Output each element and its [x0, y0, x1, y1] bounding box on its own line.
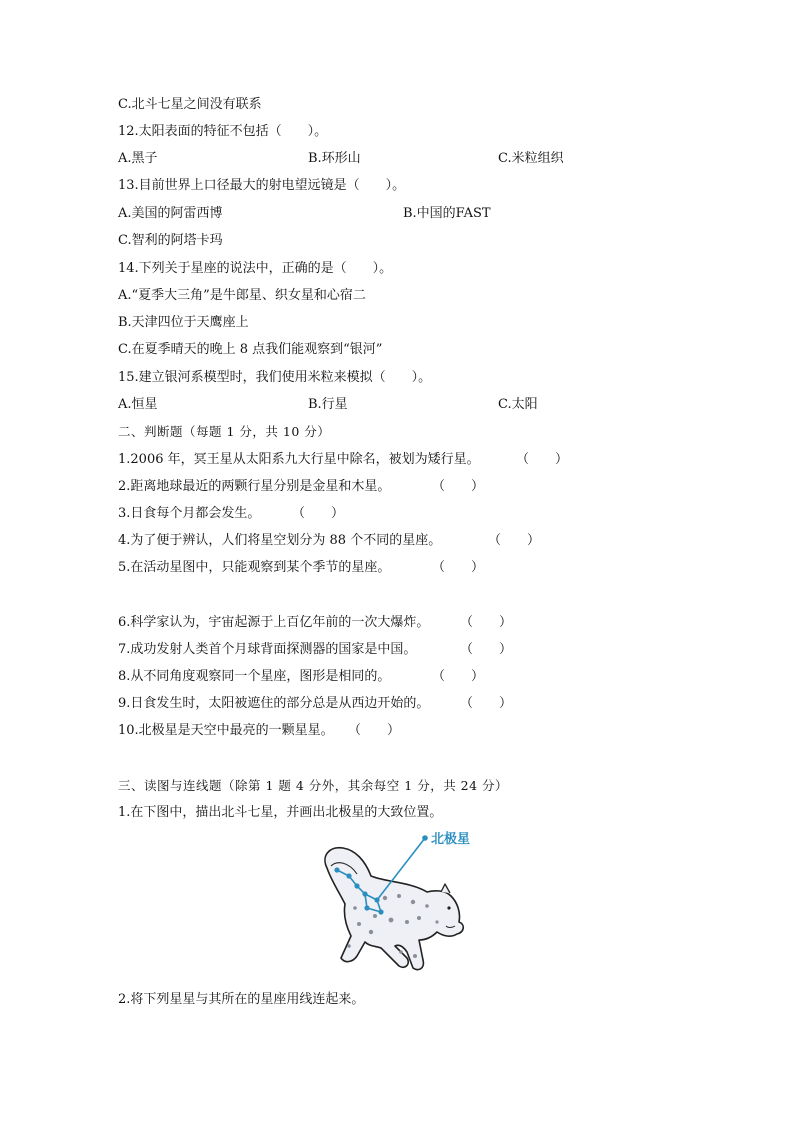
tf-item-7: 7.成功发射人类首个月球背面探测器的国家是中国。 [118, 642, 417, 657]
polaris-label: 北极星 [431, 832, 471, 847]
q14-option-a: A.“夏季大三角”是牛郎星、织女星和心宿二 [118, 288, 366, 303]
tf-blank-4[interactable]: （ ） [488, 533, 541, 548]
q15-option-a: A.恒星 [118, 397, 158, 412]
q15-option-b: B.行星 [308, 397, 348, 412]
q14-option-c: C.在夏季晴天的晚上 8 点我们能观察到“银河” [118, 342, 383, 357]
tf-item-5: 5.在活动星图中，只能观察到某个季节的星座。 [118, 560, 391, 575]
ursa-major-figure[interactable] [315, 826, 475, 981]
section3-heading: 三、读图与连线题（除第 1 题 4 分外，其余每空 1 分，共 24 分） [118, 778, 509, 793]
tf-blank-2[interactable]: （ ） [432, 479, 485, 494]
tf-blank-5[interactable]: （ ） [432, 560, 485, 575]
q12-option-b: B.环形山 [308, 151, 361, 166]
q14-option-b: B.天津四位于天鹰座上 [118, 315, 249, 330]
tf-blank-10[interactable]: （ ） [348, 723, 401, 738]
tf-blank-9[interactable]: （ ） [460, 696, 513, 711]
tf-blank-8[interactable]: （ ） [432, 669, 485, 684]
q12-stem: 12.太阳表面的特征不包括（ ）。 [118, 124, 328, 139]
q14-stem: 14.下列关于星座的说法中，正确的是（ ）。 [118, 261, 393, 276]
q12-option-c: C.米粒组织 [498, 151, 564, 166]
tf-item-9: 9.日食发生时，太阳被遮住的部分总是从西边开始的。 [118, 696, 430, 711]
s3-q1-text: 1.在下图中，描出北斗七星，并画出北极星的大致位置。 [118, 805, 443, 820]
leopard-body [325, 848, 463, 970]
tf-blank-3[interactable]: （ ） [292, 506, 345, 521]
q13-option-a: A.美国的阿雷西博 [118, 206, 223, 221]
tf-item-3: 3.日食每个月都会发生。 [118, 506, 261, 521]
q13-option-b: B.中国的FAST [403, 206, 491, 221]
tf-item-4: 4.为了便于辨认，人们将星空划分为 88 个不同的星座。 [118, 533, 442, 548]
tf-item-6: 6.科学家认为，宇宙起源于上百亿年前的一次大爆炸。 [118, 615, 430, 630]
tf-blank-1[interactable]: （ ） [516, 452, 569, 467]
tf-item-2: 2.距离地球最近的两颗行星分别是金星和木星。 [118, 479, 391, 494]
tf-item-1: 1.2006 年，冥王星从太阳系九大行星中除名，被划为矮行星。 [118, 452, 480, 467]
tf-blank-7[interactable]: （ ） [460, 642, 513, 657]
tf-item-10: 10.北极星是天空中最亮的一颗星星。 [118, 723, 334, 738]
leopard-eye [447, 906, 450, 909]
q11-option-c: C.北斗七星之间没有联系 [118, 97, 262, 112]
q13-option-c: C.智利的阿塔卡玛 [118, 233, 223, 248]
q12-option-a: A.黑子 [118, 151, 158, 166]
s3-q2-text: 2.将下列星星与其所在的星座用线连起来。 [118, 992, 365, 1007]
q15-option-c: C.太阳 [498, 397, 538, 412]
tf-blank-6[interactable]: （ ） [460, 615, 513, 630]
tf-item-8: 8.从不同角度观察同一个星座，图形是相同的。 [118, 669, 391, 684]
q13-stem: 13.目前世界上口径最大的射电望远镜是（ ）。 [118, 178, 406, 193]
section2-heading: 二、判断题（每题 1 分，共 10 分） [118, 424, 331, 439]
q15-stem: 15.建立银河系模型时，我们使用米粒来模拟（ ）。 [118, 370, 432, 385]
polaris-star-icon [422, 835, 428, 841]
leopard-ear [441, 884, 450, 893]
